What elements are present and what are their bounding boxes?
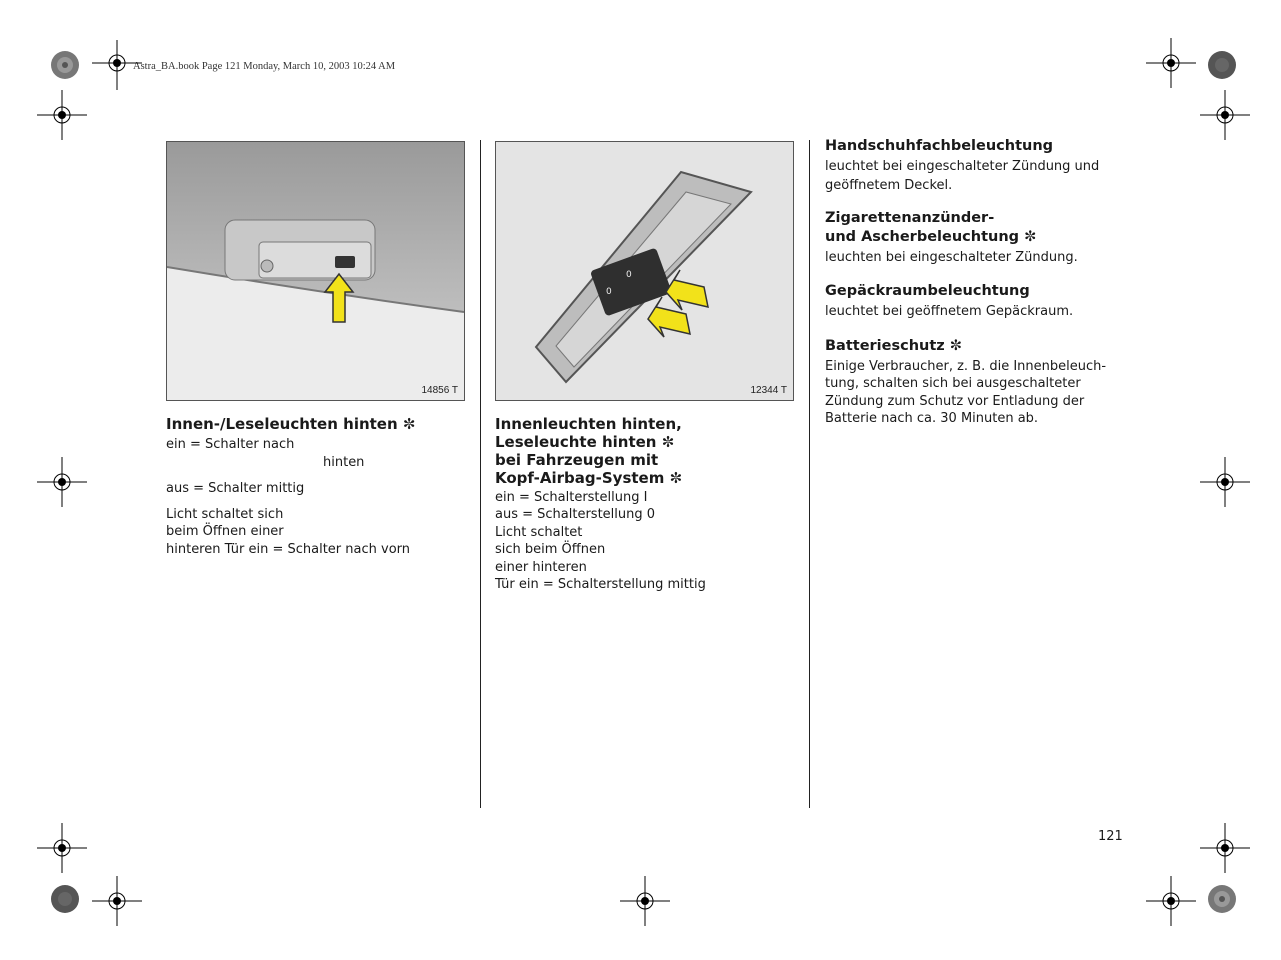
right-s2-heading-2: und Ascherbeleuchtung ✼ <box>825 229 1037 245</box>
color-target-bottom-right <box>1207 884 1237 914</box>
color-target-top-right <box>1207 50 1237 80</box>
right-s2-heading-1: Zigarettenanzünder- <box>825 210 995 226</box>
left-line-5: beim Öffnen einer <box>166 524 284 539</box>
registration-mark-right-middle <box>1200 457 1250 507</box>
right-s1-line-2: geöffnetem Deckel. <box>825 178 953 193</box>
registration-mark-bottom-center <box>620 876 670 926</box>
figure-code: 12344 T <box>750 385 787 396</box>
registration-mark-bottom-right <box>1146 876 1196 926</box>
right-s1-line-1: leuchtet bei eingeschalteter Zündung und <box>825 159 1100 174</box>
registration-mark-top-left <box>92 40 142 90</box>
left-line-3: aus = Schalter mittig <box>166 481 305 496</box>
middle-heading-4: Kopf-Airbag-System ✼ <box>495 469 683 487</box>
registration-mark-right-upper <box>1200 90 1250 140</box>
right-s4-heading: Batterieschutz ✼ <box>825 338 962 354</box>
right-s4-line-2: tung, schalten sich bei ausgeschalteter <box>825 376 1081 391</box>
registration-mark-left-lower <box>37 823 87 873</box>
left-heading: Innen-/Leseleuchten hinten ✼ <box>166 415 416 433</box>
registration-mark-right-lower <box>1200 823 1250 873</box>
svg-text:0: 0 <box>626 270 632 280</box>
middle-heading-2: Leseleuchte hinten ✼ <box>495 433 675 451</box>
middle-line-3: Licht schaltet <box>495 525 583 540</box>
page-number: 121 <box>1098 829 1123 844</box>
figure-rear-reading-light <box>166 141 465 401</box>
column-rule-1 <box>480 140 481 808</box>
middle-heading-3: bei Fahrzeugen mit <box>495 451 659 469</box>
registration-mark-top-right <box>1146 38 1196 88</box>
left-line-6: hinteren Tür ein = Schalter nach vorn <box>166 542 411 557</box>
color-target-top-left <box>50 50 80 80</box>
right-s4-line-4: Batterie nach ca. 30 Minuten ab. <box>825 411 1039 426</box>
registration-mark-left-upper <box>37 90 87 140</box>
left-line-1: ein = Schalter nach <box>166 437 295 452</box>
registration-mark-bottom-left <box>92 876 142 926</box>
registration-mark-left-middle <box>37 457 87 507</box>
right-s2-line-1: leuchten bei eingeschalteter Zündung. <box>825 250 1078 265</box>
figure-rear-interior-lights-switch <box>495 141 794 401</box>
column-rule-2 <box>809 140 810 808</box>
figure-code: 14856 T <box>421 385 458 396</box>
print-slug: Astra_BA.book Page 121 Monday, March 10, 2003 10:24 AM <box>133 61 396 72</box>
middle-line-6: Tür ein = Schalterstellung mittig <box>495 577 706 592</box>
middle-line-5: einer hinteren <box>495 560 587 575</box>
right-s3-heading: Gepäckraumbeleuchtung <box>825 283 1030 299</box>
right-s1-heading: Handschuhfachbeleuchtung <box>825 138 1054 154</box>
right-s4-line-3: Zündung zum Schutz vor Entladung der <box>825 394 1085 409</box>
left-line-4: Licht schaltet sich <box>166 507 284 522</box>
right-s3-line-1: leuchtet bei geöffnetem Gepäckraum. <box>825 304 1074 319</box>
right-s4-line-1: Einige Verbraucher, z. B. die Innenbeleuch- <box>825 359 1107 374</box>
middle-line-4: sich beim Öffnen <box>495 542 606 557</box>
left-line-2: hinten <box>323 455 365 470</box>
svg-text:0: 0 <box>606 287 612 297</box>
middle-heading-1: Innenleuchten hinten, <box>495 415 682 433</box>
color-target-bottom-left <box>50 884 80 914</box>
middle-line-2: aus = Schalterstellung 0 <box>495 507 656 522</box>
middle-line-1: ein = Schalterstellung I <box>495 490 648 505</box>
